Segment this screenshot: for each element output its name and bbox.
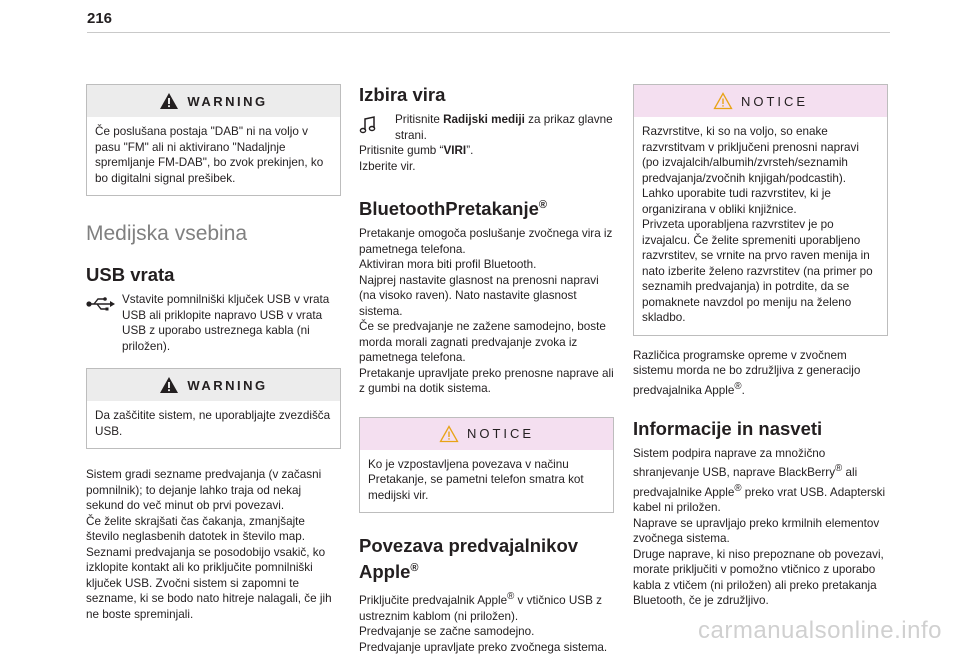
music-note-icon <box>359 116 377 134</box>
page-number: 216 <box>87 10 113 27</box>
warning-box-dab <box>86 84 341 196</box>
registered-mark: ® <box>734 482 742 494</box>
usb-text: Vstavite pomnilniški ključek USB v vrata USB ali priklopite napravo USB v vrata USB z uporabo ustreznega kabla (ni priložen). <box>122 293 330 353</box>
warning-triangle-icon <box>159 376 179 394</box>
source-text-2 <box>359 143 614 174</box>
bluetooth-text: Pretakanje omogoča poslušanje zvočnega vira iz pametnega telefona. Aktiviran mora biti profil Bluetooth. Najprej nastavite glasnost na prenosni napravi (na visoko raven). Nato nastavite glasnost sistema. Če se predvajanje ne zažene samodejno, boste morda morali zagnati predvajanje zvoka iz pametnega telefona. Pretakanje upravljate preko prenosne naprave ali z gumbi na dotik sistema. <box>359 227 614 396</box>
software-text <box>633 348 888 398</box>
registered-mark: ® <box>410 562 419 575</box>
info-text-c: preko vrat USB. Adapterski kabel ni priložen. Naprave se upravljajo preko krmilnih elementov zvočnega sistema. Druge naprave, ki niso prepoznane ob povezavi, morate priključiti v pomožno vtičnico z uporabo kabla z vtičem (ni priložen) ali preko pretakanja Bluetooth, če je združljivo. <box>633 485 886 608</box>
notice-text: Ko je vzpostavljena povezava v načinu Pretakanje, se pametni telefon smatra kot medijski vir. <box>368 457 584 502</box>
apple-text-post: v vtičnico USB z ustreznim kablom (ni priložen). Predvajanje se začne samodejno. Predvajanje upravljate preko zvočnega sistema. <box>359 594 608 654</box>
warning-triangle-icon <box>159 92 179 110</box>
usb-icon <box>86 296 116 312</box>
column-1 <box>86 84 341 622</box>
bluetooth-heading-text: BluetoothPretakanje <box>359 198 539 220</box>
notice-title: NOTICE <box>740 93 809 109</box>
registered-mark: ® <box>538 199 548 211</box>
source-text2-pre: Pritisnite gumb “ <box>359 144 444 157</box>
notice-title: NOTICE <box>466 426 535 442</box>
header-divider <box>87 32 890 33</box>
info-text <box>633 446 888 609</box>
notice-triangle-icon <box>439 425 459 443</box>
software-text-post: . <box>741 383 745 397</box>
source-text <box>395 112 614 143</box>
source-heading: Izbira vira <box>359 84 446 105</box>
playlist-text: Sistem gradi sezname predvajanja (v začasni pomnilnik); to dejanje lahko traja od nekaj sekund do več minut ob prvi povezavi. Če želite skrajšati čas čakanja, zmanjšajte število neglasbenih datotek in število map. Seznami predvajanja se posodobijo vsakič, ko izklopite kontakt ali ko priključite pomnilniški ključek USB. Zvočni sistem si zapomni te sezname, ki se bodo nato hitreje nalagali, če jih ne boste spreminjali. <box>86 468 332 621</box>
notice-box-sorting <box>633 84 888 336</box>
warning-title: WARNING <box>187 377 268 393</box>
apple-text-pre: Priključite predvajalnik Apple <box>359 594 508 608</box>
software-text-pre: Različica programske opreme v zvočnem sistemu morda ne bo združljiva z generacijo predvajalnika Apple <box>633 348 861 397</box>
radio-media-label: Radijski mediji <box>443 113 525 126</box>
bluetooth-heading <box>359 194 614 220</box>
warning-box-hub <box>86 368 341 449</box>
source-text-pre: Pritisnite <box>395 113 444 126</box>
column-2 <box>359 84 614 655</box>
info-text-a: Sistem podpira naprave za množično shranjevanje USB, naprave BlackBerry <box>633 446 836 480</box>
usb-heading: USB vrata <box>86 264 175 285</box>
source-text-post: za prikaz glavne strani. <box>395 113 613 142</box>
notice-triangle-icon <box>713 92 733 110</box>
warning-header <box>87 85 340 117</box>
apple-heading <box>359 535 614 583</box>
watermark: carmanualsonline.info <box>698 617 942 644</box>
registered-mark: ® <box>734 380 742 392</box>
notice-header <box>634 85 887 117</box>
notice-box-streaming <box>359 417 614 514</box>
sources-label: VIRI <box>443 144 467 157</box>
warning-header <box>87 369 340 401</box>
column-3 <box>633 84 888 609</box>
apple-text <box>359 589 614 655</box>
apple-heading-text: Povezava predvajalnikov Apple <box>359 535 579 583</box>
info-heading: Informacije in nasveti <box>633 417 823 439</box>
info-text-b: ali predvajalnike Apple <box>633 466 858 499</box>
usb-row <box>86 292 341 354</box>
source-text2-post: ”. Izberite vir. <box>359 144 474 173</box>
warning-text: Da zaščitite sistem, ne uporabljajte zvezdišča USB. <box>95 409 331 438</box>
registered-mark: ® <box>507 591 515 603</box>
warning-text: Če poslušana postaja "DAB" ni na voljo v pasu "FM" ali ni aktivirano "Nadaljnje spremljanje FM-DAB", bo zvok prekinjen, ko bo digitalni signal prešibek. <box>95 125 324 185</box>
source-row <box>359 112 614 143</box>
registered-mark: ® <box>835 463 843 475</box>
section-title: Medijska vsebina <box>86 222 248 245</box>
notice-text: Razvrstitve, ki so na voljo, so enake razvrstitvam v priključeni prenosni napravi (po izvajalcih/albumih/zvrsteh/seznamih predvajanja/zvočnih knjigah/podcastih). Lahko uporabite tudi razvrstitev, ki je organizirana v obliki knjižnice. Privzeta uporabljena razvrstitev je po izvajalcu. Če želite spremeniti uporabljeno razvrstitev, se vrnite na prvo raven menija in nato izberite želeno razvrstitev (na primer po seznamih predvajanja) in potrdite, da se pomaknete navzdol po meniju na želeno skladbo. <box>642 125 873 324</box>
notice-header <box>360 418 613 450</box>
warning-title: WARNING <box>187 93 268 109</box>
